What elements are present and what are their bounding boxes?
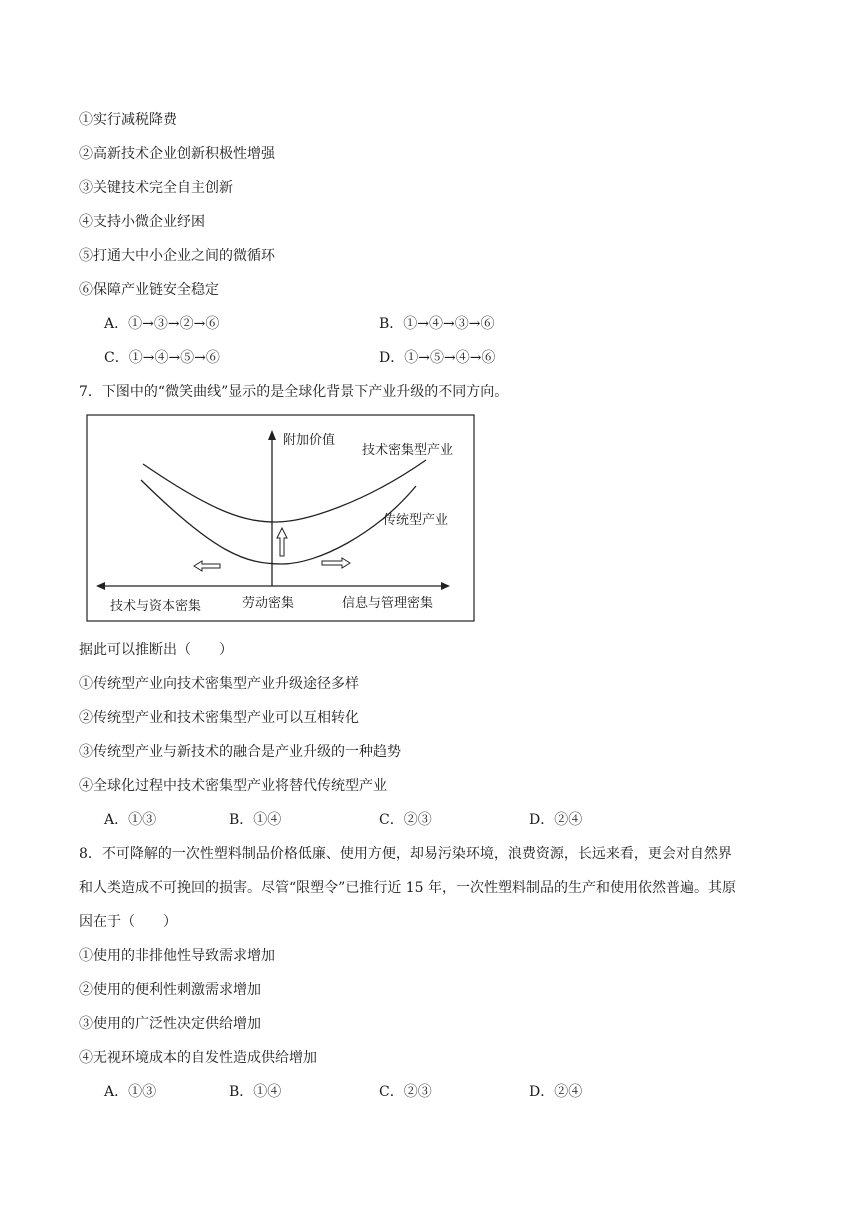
option-letter: B． — [379, 316, 404, 332]
x-axis-left-arrowhead — [96, 582, 105, 590]
x-right-label: 信息与管理密集 — [342, 596, 434, 611]
q7-stem: 7．下图中的“微笑曲线”显示的是全球化背景下产业升级的不同方向。 — [79, 384, 509, 400]
smile-curve-diagram — [86, 414, 476, 624]
q8-option-b[interactable] — [229, 1082, 281, 1102]
q7-option-b[interactable] — [229, 810, 281, 830]
q6-item-4: ④支持小微企业纾困 — [79, 214, 205, 230]
q6-item-5: ⑤打通大中小企业之间的微循环 — [79, 248, 275, 264]
option-letter: B． — [229, 812, 254, 828]
x-left-label: 技术与资本密集 — [110, 599, 202, 614]
q6-option-b[interactable] — [379, 314, 495, 334]
q7-item-2: ②传统型产业和技术密集型产业可以互相转化 — [79, 710, 359, 726]
option-letter: B． — [229, 1084, 254, 1100]
option-text: ①④ — [253, 1084, 282, 1100]
q6-item-6: ⑥保障产业链安全稳定 — [79, 282, 219, 298]
q7-option-d[interactable] — [529, 810, 582, 830]
y-axis-arrowhead — [268, 430, 276, 440]
q8-stem-line-2: 和人类造成不可挽回的损害。尽管“限塑令”已推行近 15 年，一次性塑料制品的生产和使用依然普遍。其原 — [79, 880, 737, 896]
curve-lower-label: 传统型产业 — [383, 513, 449, 528]
option-text: ①→③→②→⑥ — [128, 316, 220, 332]
option-letter: D． — [529, 1084, 555, 1100]
option-text: ②③ — [403, 812, 432, 828]
q8-stem-line-3: 因在于（ ） — [79, 914, 177, 930]
curve-upper-label: 技术密集型产业 — [362, 443, 454, 458]
x-center-label: 劳动密集 — [242, 596, 295, 611]
q6-option-c[interactable] — [104, 348, 220, 368]
q7-item-4: ④全球化过程中技术密集型产业将替代传统型产业 — [79, 778, 387, 794]
q8-option-c[interactable] — [379, 1082, 432, 1102]
option-text: ②④ — [554, 812, 583, 828]
q6-option-d[interactable] — [379, 348, 495, 368]
q6-item-3: ③关键技术完全自主创新 — [79, 180, 233, 196]
option-letter: A． — [104, 1084, 129, 1100]
q7-item-1: ①传统型产业向技术密集型产业升级途径多样 — [79, 676, 359, 692]
option-text: ①③ — [128, 1084, 157, 1100]
q6-item-2: ②高新技术企业创新积极性增强 — [79, 146, 275, 162]
option-text: ②④ — [554, 1084, 583, 1100]
q7-option-c[interactable] — [379, 810, 432, 830]
option-letter: A． — [104, 316, 129, 332]
up-arrow-icon — [277, 528, 287, 556]
option-letter: C． — [379, 812, 404, 828]
q7-item-3: ③传统型产业与新技术的融合是产业升级的一种趋势 — [79, 744, 401, 760]
q7-option-a[interactable] — [104, 810, 156, 830]
q8-item-2: ②使用的便利性刺激需求增加 — [79, 982, 261, 998]
q8-item-4: ④无视环境成本的自发性造成供给增加 — [79, 1050, 317, 1066]
y-axis-label: 附加价值 — [283, 433, 336, 448]
q8-stem-line-1: 8．不可降解的一次性塑料制品价格低廉、使用方便，却易污染环境，浪费资源，长远来看，更会对自然界 — [79, 846, 732, 862]
q8-item-1: ①使用的非排他性导致需求增加 — [79, 948, 275, 964]
option-letter: D． — [529, 812, 555, 828]
x-axis-right-arrowhead — [441, 582, 450, 590]
option-letter: C． — [104, 350, 129, 366]
option-letter: A． — [104, 812, 129, 828]
q6-item-1: ①实行减税降费 — [79, 112, 177, 128]
left-arrow-icon — [194, 561, 220, 571]
right-arrow-icon — [322, 558, 350, 568]
q8-option-d[interactable] — [529, 1082, 582, 1102]
q8-option-a[interactable] — [104, 1082, 156, 1102]
option-text: ①③ — [128, 812, 157, 828]
option-text: ①④ — [253, 812, 282, 828]
option-text: ①→⑤→④→⑥ — [404, 350, 496, 366]
q6-option-a[interactable] — [104, 314, 219, 334]
option-letter: D． — [379, 350, 405, 366]
option-letter: C． — [379, 1084, 404, 1100]
option-text: ①→④→⑤→⑥ — [128, 350, 220, 366]
q8-item-3: ③使用的广泛性决定供给增加 — [79, 1016, 261, 1032]
option-text: ②③ — [403, 1084, 432, 1100]
q7-prompt: 据此可以推断出（ ） — [79, 642, 233, 658]
option-text: ①→④→③→⑥ — [403, 316, 495, 332]
